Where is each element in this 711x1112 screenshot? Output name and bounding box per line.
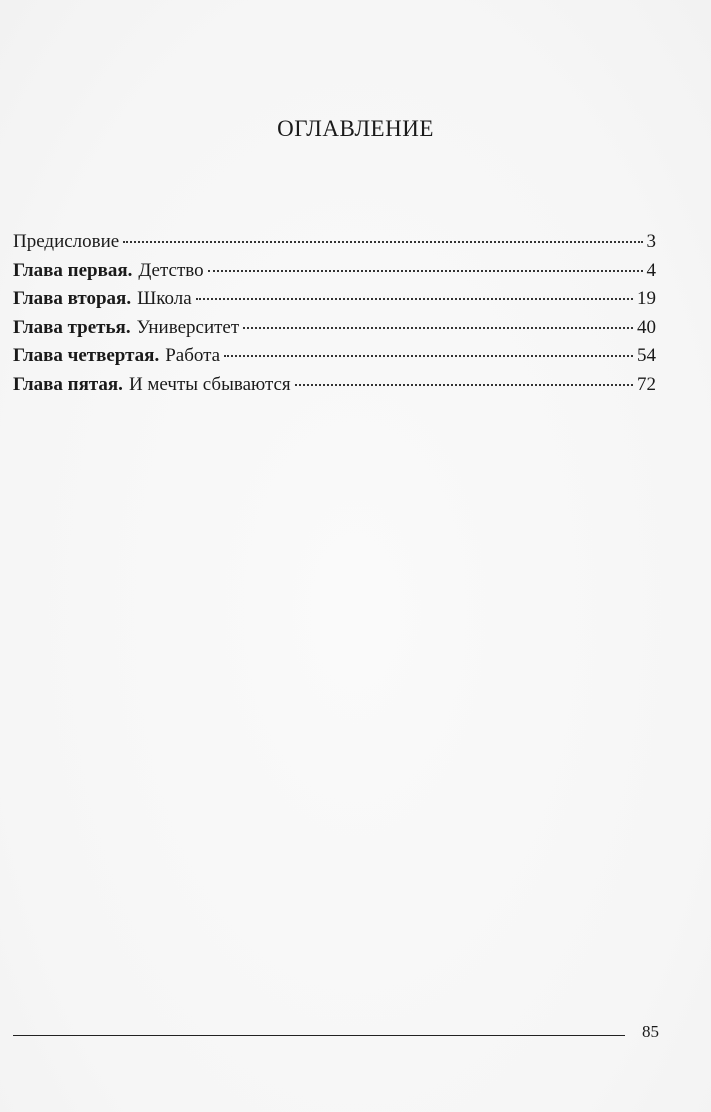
toc-entry-page: 54 <box>637 345 656 366</box>
toc-entry-preface[interactable] <box>13 231 656 260</box>
toc-entry-name: И мечты сбываются <box>128 373 291 395</box>
dot-leader <box>208 270 643 272</box>
toc-entry-name: Работа <box>165 345 221 366</box>
toc-entry-page: 19 <box>637 288 656 309</box>
toc-entry-chapter-1[interactable] <box>13 260 656 289</box>
toc-entry-chapter-3[interactable] <box>13 317 656 346</box>
toc-entry-chapter-4[interactable] <box>13 345 656 374</box>
toc-entry-name: Школа <box>137 288 192 309</box>
page-title: ОГЛАВЛЕНИЕ <box>277 116 434 141</box>
toc-entry-page: 3 <box>646 231 656 252</box>
toc-entry-name: Университет <box>136 316 240 338</box>
toc-entry-chapter: Глава пятая. <box>13 373 123 395</box>
toc-entry-name: Предисловие <box>13 231 120 252</box>
toc-entry-page: 4 <box>646 259 656 281</box>
dot-leader <box>224 355 633 357</box>
toc-entry-chapter: Глава третья. <box>13 316 131 338</box>
toc-entry-chapter-5[interactable] <box>13 374 656 403</box>
toc-entry-chapter: Глава первая. <box>13 259 133 281</box>
toc-entry-chapter: Глава четвертая. <box>13 345 160 366</box>
dot-leader <box>123 241 642 243</box>
dot-leader <box>196 298 633 300</box>
toc-entry-chapter: Глава вторая. <box>13 288 132 309</box>
toc-entry-chapter-2[interactable] <box>13 288 656 317</box>
dot-leader <box>295 384 633 386</box>
toc-entry-name: Детство <box>138 259 204 281</box>
toc-entry-page: 72 <box>637 373 656 395</box>
page-number: 85 <box>642 1022 659 1041</box>
dot-leader <box>243 327 633 329</box>
footer-rule <box>13 1035 625 1036</box>
toc-entry-page: 40 <box>637 316 656 338</box>
table-of-contents <box>13 231 656 402</box>
